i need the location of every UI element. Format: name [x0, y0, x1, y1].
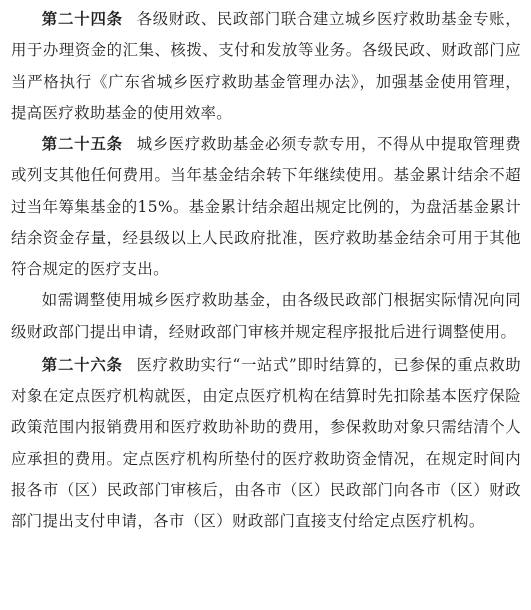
adjustment-paragraph	[11, 285, 521, 348]
article-24-text: 各级财政、民政部门联合建立城乡医疗救助基金专账，用于办理资金的汇集、核拨、支付和发放等业务。各级民政、财政部门应当严格执行《广东省城乡医疗救助基金管理办法》，加强基金使用管理，提高医疗救助基金的使用效率。	[11, 10, 521, 122]
article-25-paragraph	[11, 129, 521, 285]
article-24-heading: 第二十四条	[41, 10, 123, 28]
article-25-heading: 第二十五条	[41, 135, 123, 153]
article-26-paragraph	[11, 350, 521, 538]
article-26-text: 医疗救助实行“一站式”即时结算的，已参保的重点救助对象在定点医疗机构就医，由定点医疗机构在结算时先扣除基本医疗保险政策范围内报销费用和医疗救助补助的费用，参保救助对象只需结清个人应承担的费用。定点医疗机构所垫付的医疗救助资金情况，在规定时间内报各市（区）民政部门审核后，由各市（区）民政部门向各市（区）财政部门提出支付申请，各市（区）财政部门直接支付给定点医疗机构。	[11, 355, 521, 530]
article-25-text: 城乡医疗救助基金必须专款专用，不得从中提取管理费或列支其他任何费用。当年基金结余转下年继续使用。基金累计结余不超过当年筹集基金的15%。基金累计结余超出规定比例的，为盘活基金累计结余资金存量，经县级以上人民政府批准，医疗救助基金结余可用于其他符合规定的医疗支出。	[11, 135, 521, 278]
article-26-heading: 第二十六条	[41, 355, 123, 374]
article-24-paragraph	[11, 4, 521, 129]
adjustment-text: 如需调整使用城乡医疗救助基金，由各级民政部门根据实际情况向同级财政部门提出申请，经财政部门审核并规定程序报批后进行调整使用。	[11, 291, 521, 341]
